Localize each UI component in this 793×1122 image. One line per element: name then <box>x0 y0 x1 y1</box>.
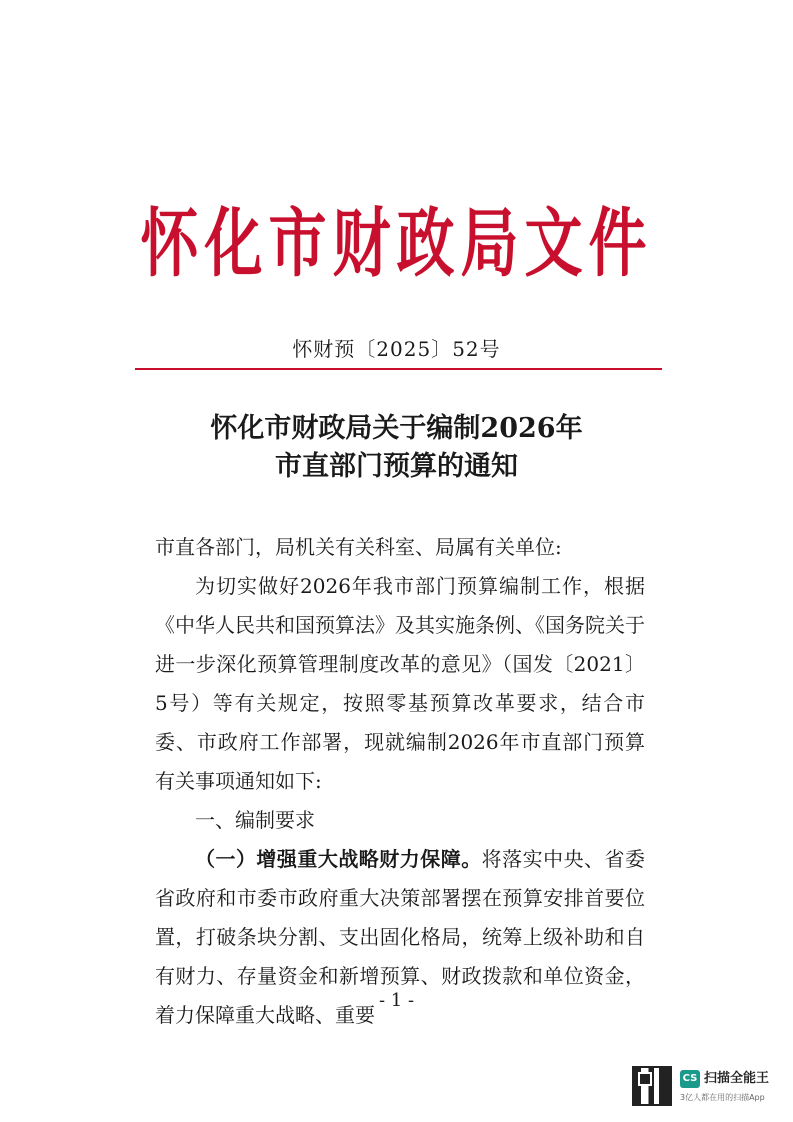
red-divider <box>135 368 662 370</box>
scanner-watermark <box>632 1066 782 1110</box>
notice-title-line1: 怀化市财政局关于编制2026年 <box>210 413 583 444</box>
sub-heading: （一）增强重大战略财力保障。 <box>195 847 482 871</box>
notice-title-line2: 市直部门预算的通知 <box>275 451 518 482</box>
paragraph-intro: 为切实做好2026年我市部门预算编制工作，根据《中华人民共和国预算法》及其实施条例、《国务院关于进一步深化预算管理制度改革的意见》（国发〔2021〕5号）等有关规定，按照零基预算改革要求，结合市委、市政府工作部署，现就编制2026年市直部门预算有关事项通知如下: <box>155 574 645 793</box>
body-text <box>155 528 645 1035</box>
camscanner-logo-icon: CS <box>680 1070 700 1088</box>
notice-title <box>0 410 793 486</box>
header-title: 怀化市财政局文件 <box>140 199 653 287</box>
salutation: 市直各部门，局机关有关科室、局属有关单位: <box>155 535 562 559</box>
sub1-text: 将落实中央、省委省政府和市委市政府重大决策部署摆在预算安排首要位置，打破条块分割、支出固化格局，统筹上级补助和自有财力、存量资金和新增预算、财政拨款和单位资金，着力保障重大战略、重要 <box>155 847 646 1027</box>
watermark-tagline: 3亿人都在用的扫描App <box>680 1093 765 1102</box>
page-number: - 1 - <box>378 990 415 1011</box>
section-heading: 一、编制要求 <box>195 808 315 832</box>
watermark-app-name: 扫描全能王 <box>704 1071 770 1086</box>
document-number: 怀财预〔2025〕52号 <box>292 337 501 361</box>
qr-code-icon <box>632 1066 672 1106</box>
